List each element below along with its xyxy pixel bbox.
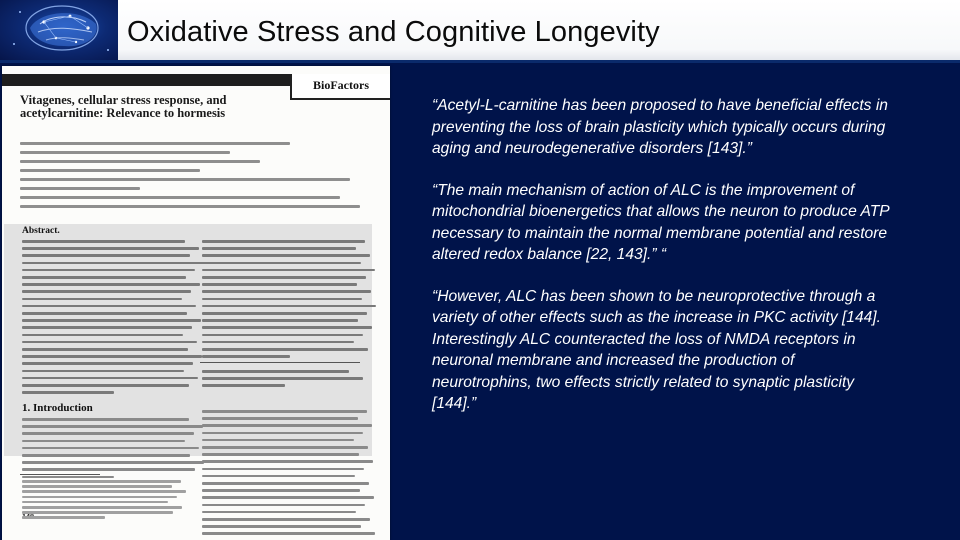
quote-3: “However, ALC has been shown to be neuroprotective through a variety of other effects such as the increase in PKC activity [144]. Interestingly ALC counteracted the loss of NMDA receptors in neuronal membrane and increased the production of neurotrophins, two effects strictly related to synaptic plasticity [144].” [432,287,881,412]
text-line [22,440,185,443]
text-line [22,501,168,504]
quote-1: “Acetyl-L-carnitine has been proposed to have beneficial effects in preventing the loss of brain plasticity which typically occurs during aging and neurodegenerative disorders [143].” [432,97,888,157]
text-line [22,290,191,293]
text-line [202,305,376,308]
text-line [22,516,105,519]
text-line [22,485,172,488]
text-line [202,475,355,478]
text-line [22,490,186,493]
text-line [22,391,114,394]
text-line [202,432,363,435]
text-line [202,525,361,528]
text-line [202,496,374,499]
affiliation-line [20,187,140,190]
text-line [22,262,204,265]
slide-title: Oxidative Stress and Cognitive Longevity [127,16,660,48]
text-line [202,384,285,387]
text-line [202,269,375,272]
text-line [22,254,190,257]
text-line [202,468,364,471]
text-line [202,460,373,463]
affiliation-line [20,178,350,181]
text-line [22,476,114,479]
text-line [202,355,290,358]
text-line [22,447,199,450]
text-line [202,276,366,279]
text-line [22,247,199,250]
text-line [202,410,367,413]
text-line [202,312,367,315]
text-line [22,454,190,457]
text-line [202,326,372,329]
header-divider [0,60,960,63]
text-line [202,290,371,293]
text-line [202,247,356,250]
introduction-heading: 1. Introduction [22,402,93,414]
text-line [202,254,370,257]
paper-image [2,66,390,540]
text-line [22,496,177,499]
text-line [202,240,365,243]
text-line [202,424,372,427]
text-line [202,532,375,535]
text-line [22,506,182,509]
text-line [22,319,201,322]
quotes-column [432,95,892,435]
keywords-rule [200,362,360,363]
footnote-rule [20,474,100,475]
text-line [22,269,195,272]
affiliation-line [20,196,340,199]
affiliation-line [20,169,200,172]
text-line [22,480,181,483]
text-line [202,489,360,492]
text-line [22,432,194,435]
text-line [22,341,197,344]
journal-badge: BioFactors [290,74,390,100]
text-line [22,362,193,365]
text-line [202,283,357,286]
abstract-heading: Abstract. [22,226,60,236]
text-line [202,377,363,380]
text-line [22,276,186,279]
text-line [202,348,368,351]
text-line [22,355,202,358]
text-line [202,446,368,449]
text-line [22,240,185,243]
paper-title: Vitagenes, cellular stress response, and acetylcarnitine: Relevance to hormesis [20,93,227,120]
text-line [22,425,203,428]
affiliation-line [20,205,360,208]
text-line [202,262,361,265]
affiliation-line [20,151,230,154]
author-line [20,142,290,145]
text-line [202,439,354,442]
text-line [202,453,359,456]
text-line [22,326,192,329]
text-line [22,298,182,301]
text-line [202,298,362,301]
text-line [202,482,369,485]
paper-header-bar [2,74,290,86]
text-line [202,504,365,507]
text-line [22,370,184,373]
text-line [202,334,363,337]
text-line [22,283,200,286]
text-line [22,305,196,308]
text-line [22,334,183,337]
text-line [22,468,195,471]
quote-2: “The main mechanism of action of ALC is the improvement of mitochondrial bioenergetics that allows the neuron to produce ATP necessary to maintain the normal membrane potential and restore altered redox balance [22, 143].” “ [432,181,890,263]
brain-network-icon [0,0,118,60]
affiliation-line [20,160,260,163]
text-line [22,511,173,514]
text-line [22,312,187,315]
text-line [22,461,204,464]
text-line [202,370,349,373]
text-line [22,348,188,351]
text-line [22,384,189,387]
text-line [202,417,358,420]
text-line [22,418,189,421]
text-line [202,518,370,521]
text-line [202,319,358,322]
text-line [202,341,354,344]
text-line [22,377,198,380]
text-line [202,511,356,514]
